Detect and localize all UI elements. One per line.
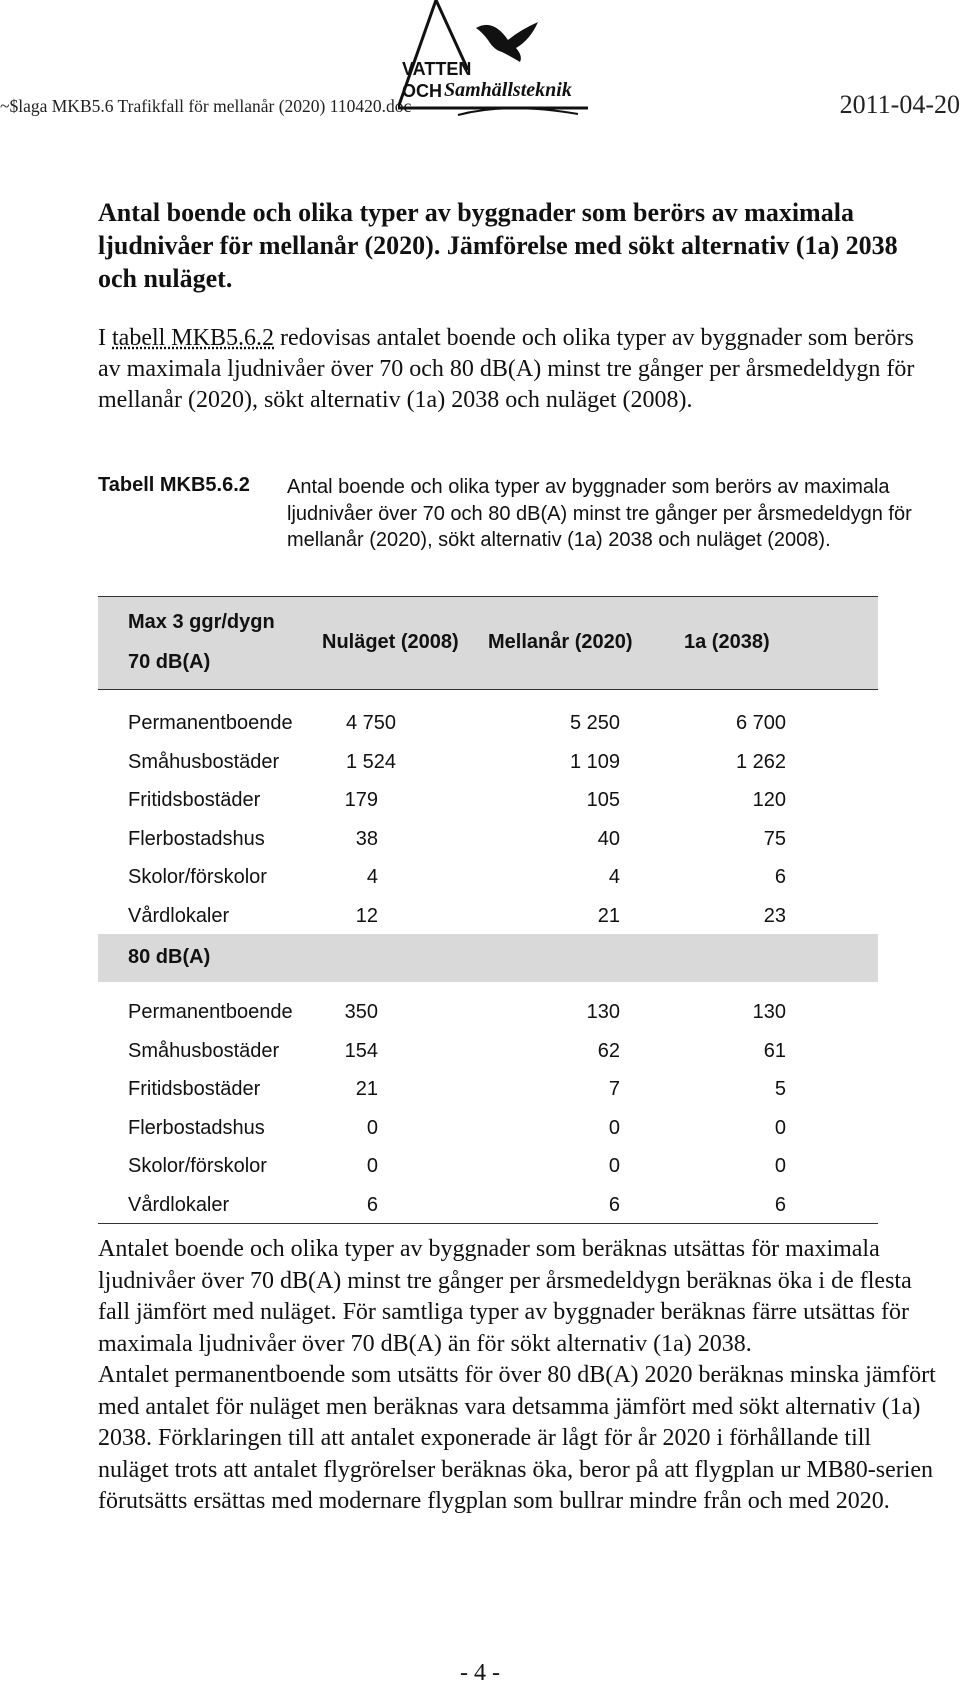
- logo-text-samhallsteknik: Samhällsteknik: [444, 79, 572, 101]
- cell-nulaget: 350: [344, 1001, 378, 1023]
- cell-nulaget: 6: [366, 1193, 378, 1216]
- table-caption-text: Antal boende och olika typer av byggnader som berörs av maximala ljudnivåer över 70 och 80 dB(A) minst tre gånger per årsmedeldygn för mellanår (2020), sökt alternativ (1a) 2038 och nuläget (2008).: [287, 476, 912, 551]
- logo-text-vatten: VATTEN: [402, 59, 472, 79]
- row-label: Skolor/förskolor: [128, 1155, 267, 1177]
- table-reference-link[interactable]: tabell MKB5.6.2: [112, 325, 274, 351]
- intro-text: redovisas antalet boende och olika typer av byggnader som berörs av maximala ljudnivåer över 70 och 80 dB(A) minst tre gånger per årsmedeldygn för mellanår (2020), sökt alternativ (1a) 2038 och nuläget (2008).: [98, 325, 915, 413]
- section-heading: Antal boende och olika typer av byggnader som berörs av maximala ljudnivåer för mellanår (2020). Jämförelse med sökt alternativ (1a) 2038 och nuläget.: [98, 198, 898, 293]
- page-number: - 4 -: [460, 1660, 500, 1686]
- header-date: 2011-04-20: [839, 90, 960, 119]
- row-label: Småhusbostäder: [128, 750, 280, 773]
- cell-nulaget: 12: [355, 904, 378, 927]
- cell-1a: 6 700: [735, 712, 786, 734]
- header-max-label: Max 3 ggr/dygn: [128, 611, 275, 633]
- cell-nulaget: 154: [344, 1039, 378, 1062]
- table-caption-label: Tabell MKB5.6.2: [98, 474, 250, 496]
- cell-1a: 5: [774, 1078, 786, 1100]
- conclusion-text: [98, 1234, 938, 1518]
- table-row: [98, 1185, 878, 1225]
- cell-mellanar: 105: [586, 789, 620, 811]
- cell-1a: 120: [752, 789, 786, 811]
- table-row: [98, 703, 878, 742]
- cell-nulaget: 0: [366, 1116, 378, 1139]
- conclusion-paragraph-1: Antalet boende och olika typer av byggnader som beräknas utsättas för maximala ljudnivåer över 70 dB(A) minst tre gånger per årsmedeldygn beräknas öka i de flesta fall jämfört med nuläget. För samtliga typer av byggnader beräknas färre utsättas för maximala ljudnivåer över 70 dB(A) än för sökt alternativ (1a) 2038.: [98, 1236, 912, 1357]
- cell-nulaget: 1 524: [346, 750, 397, 773]
- cell-mellanar: 5 250: [569, 712, 620, 734]
- cell-1a: 6: [774, 866, 786, 888]
- cell-nulaget: 4: [366, 866, 378, 888]
- row-label: Vårdlokaler: [128, 904, 230, 927]
- cell-nulaget: 0: [366, 1155, 378, 1177]
- row-label: Skolor/förskolor: [128, 866, 267, 888]
- conclusion-paragraph-2: Antalet permanentboende som utsätts för över 80 dB(A) 2020 beräknas minska jämfört med antalet för nuläget men beräknas vara detsamma jämfört med sökt alternativ (1a) 2038. Förklaringen till att antalet exponerade är lågt för år 2020 i förhållande till nuläget trots att antalet flygrörelser beräknas öka, beror på att flygplan ur MB80-serien förutsätts ersättas med modernare flygplan som bullrar mindre från och med 2020.: [98, 1362, 936, 1514]
- header-70db-label: 70 dB(A): [128, 651, 211, 673]
- cell-mellanar: 130: [586, 1001, 620, 1023]
- table-row: [98, 992, 878, 1031]
- company-logo: [398, 0, 638, 140]
- cell-mellanar: 7: [608, 1078, 620, 1100]
- table-row: [98, 857, 878, 896]
- exposure-table: [98, 596, 878, 1224]
- cell-mellanar: 1 109: [569, 750, 620, 773]
- row-label: Flerbostadshus: [128, 1116, 265, 1139]
- header-filename: ~$laga MKB5.6 Trafikfall för mellanår (2020) 110420.doc: [0, 96, 412, 116]
- section-80db-label: 80 dB(A): [128, 946, 211, 968]
- table-row: [98, 819, 878, 858]
- cell-nulaget: 179: [344, 789, 378, 811]
- cell-nulaget: 21: [355, 1078, 378, 1100]
- intro-paragraph: [98, 323, 938, 416]
- row-label: Vårdlokaler: [128, 1193, 230, 1216]
- row-label: Fritidsbostäder: [128, 789, 261, 811]
- row-label: Småhusbostäder: [128, 1039, 280, 1062]
- table-row: [98, 896, 878, 935]
- cell-1a: 0: [774, 1116, 786, 1139]
- cell-mellanar: 0: [608, 1116, 620, 1139]
- table-row: [98, 1031, 878, 1070]
- cell-nulaget: 4 750: [346, 712, 397, 734]
- logo-text-och: OCH: [402, 81, 442, 101]
- cell-mellanar: 21: [597, 904, 620, 927]
- cell-1a: 0: [774, 1155, 786, 1177]
- row-label: Fritidsbostäder: [128, 1078, 261, 1100]
- cell-mellanar: 62: [597, 1039, 620, 1062]
- column-header-1a: 1a (2038): [684, 631, 770, 653]
- section-header-80db: [98, 934, 878, 982]
- column-header-nulaget: Nuläget (2008): [322, 631, 459, 653]
- cell-1a: 61: [763, 1039, 786, 1062]
- cell-1a: 23: [763, 904, 786, 927]
- row-label: Permanentboende: [128, 1001, 293, 1023]
- table-row: [98, 780, 878, 819]
- table-header: [98, 596, 878, 690]
- cell-mellanar: 0: [608, 1155, 620, 1177]
- cell-1a: 130: [752, 1001, 786, 1023]
- cell-mellanar: 40: [597, 827, 620, 850]
- table-row: [98, 1146, 878, 1185]
- row-label: Flerbostadshus: [128, 827, 265, 850]
- table-row: [98, 1108, 878, 1147]
- cell-nulaget: 38: [355, 827, 378, 850]
- table-row: [98, 1069, 878, 1108]
- cell-1a: 6: [774, 1193, 786, 1216]
- cell-mellanar: 6: [608, 1193, 620, 1216]
- cell-1a: 75: [763, 827, 786, 850]
- intro-prefix: I: [98, 325, 112, 351]
- column-header-mellanar: Mellanår (2020): [488, 631, 633, 653]
- cell-1a: 1 262: [735, 750, 786, 773]
- row-label: Permanentboende: [128, 712, 293, 734]
- cell-mellanar: 4: [608, 866, 620, 888]
- table-row: [98, 742, 878, 781]
